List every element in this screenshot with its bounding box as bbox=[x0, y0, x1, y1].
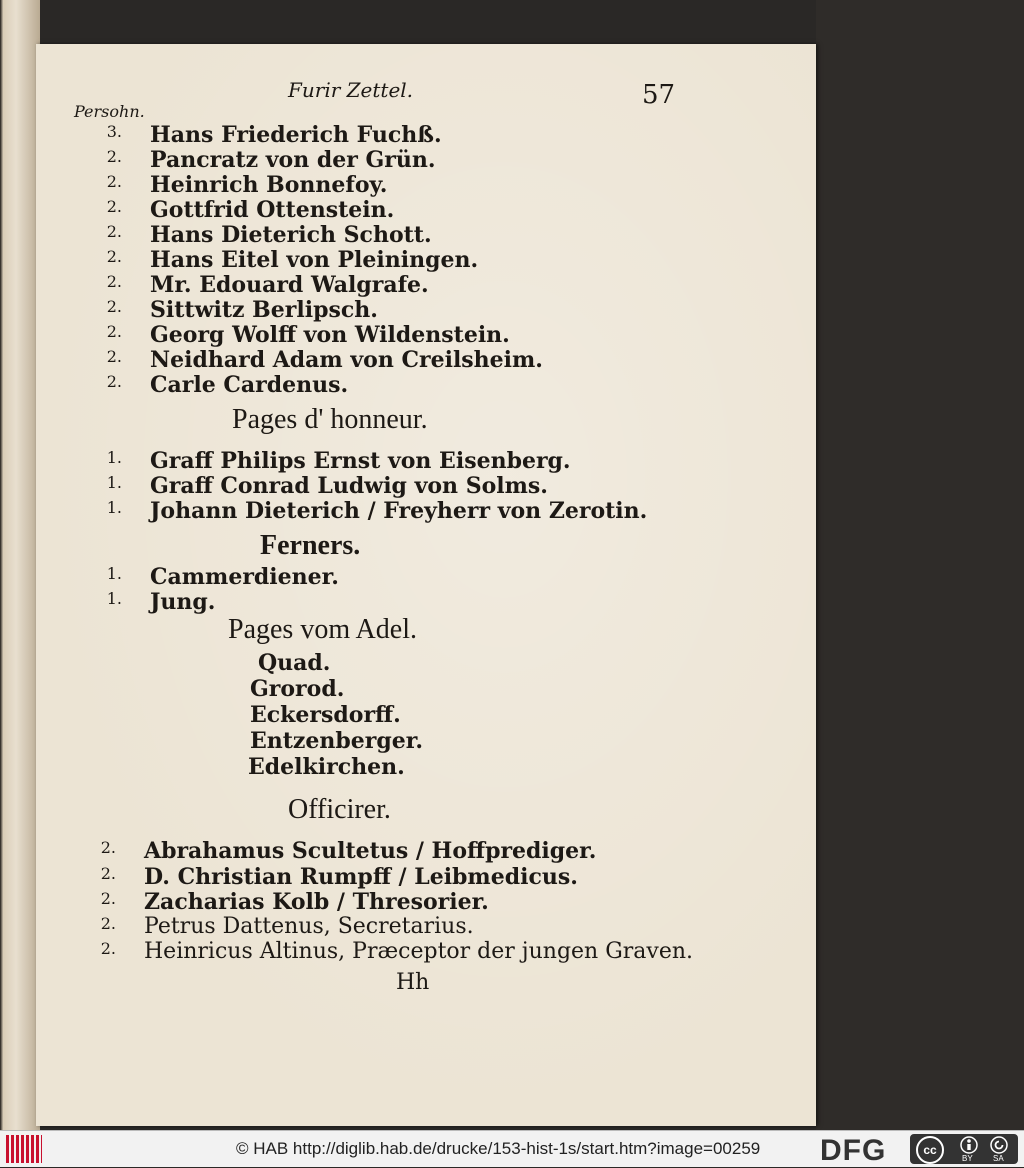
list-item: Eckersdorff. bbox=[250, 702, 401, 728]
license-by-label: BY bbox=[962, 1154, 973, 1163]
footer-bar bbox=[0, 1130, 1024, 1167]
catchword: Hh bbox=[396, 970, 430, 995]
dfg-logo: DFG bbox=[820, 1134, 887, 1167]
running-title: Furir Zettel. bbox=[288, 78, 414, 102]
heading-ferners: Ferners. bbox=[260, 530, 361, 561]
heading-pages-adel: Pages vom Adel. bbox=[228, 614, 417, 645]
list-item: Entzenberger. bbox=[250, 728, 423, 754]
scan-background bbox=[816, 0, 1024, 1130]
page-number: 57 bbox=[642, 80, 676, 110]
cc-icon: cc bbox=[916, 1136, 944, 1164]
attribution-icon bbox=[960, 1136, 978, 1154]
adjacent-page-edge bbox=[0, 0, 40, 1130]
list-item: Edelkirchen. bbox=[248, 754, 405, 780]
column-label: Persohn. bbox=[74, 102, 145, 121]
hab-logo-icon bbox=[6, 1135, 42, 1163]
license-sa-label: SA bbox=[993, 1154, 1004, 1163]
creative-commons-badge[interactable] bbox=[910, 1134, 1018, 1164]
list-item: Quad. bbox=[258, 650, 331, 676]
share-alike-icon bbox=[990, 1136, 1008, 1154]
heading-officirer: Officirer. bbox=[288, 794, 391, 825]
book-page: Furir Zettel. 57 Persohn. 3. Hans Friederich Fuchß. 2. Pancratz von der Grün. 2. Heinrich Bonnefoy. 2. Gottfrid Ottenstein. 2. Hans Dieterich Schott. 2. Hans Eitel von Pleiningen. 2. Mr. Edouard Walgrafe. 2. Sittwitz Berlipsch. 2. Georg Wolff von Wildenstein. 2. Neidhard Adam von Creilsheim. 2. Carle Cardenus. Pages d' honneur. 1. Graff Philips Ernst von Eisenberg. 1. Graff Conrad Ludwig von Solms. 1. Johann Dieterich / Freyherr von Zerotin. Ferners. 1. Cammerdiener. 1. Jung. Pages vom Adel. Quad. Grorod. Eckersdorff. Entzenberger. Edelkirchen. Officirer. 2. Abrahamus Scultetus / Hoffprediger. 2. D. Christian Rumpff / Leibmedicus. 2. Zacharias Kolb / Thresorier. 2. Petrus Dattenus, Secretarius. 2. Heinricus Altinus, Præceptor der jungen Graven. Hh bbox=[36, 44, 816, 1126]
copyright-credit[interactable]: © HAB http://diglib.hab.de/drucke/153-hist-1s/start.htm?image=00259 bbox=[236, 1139, 761, 1158]
list-item: Grorod. bbox=[250, 676, 345, 702]
heading-pages-honneur: Pages d' honneur. bbox=[232, 404, 428, 435]
